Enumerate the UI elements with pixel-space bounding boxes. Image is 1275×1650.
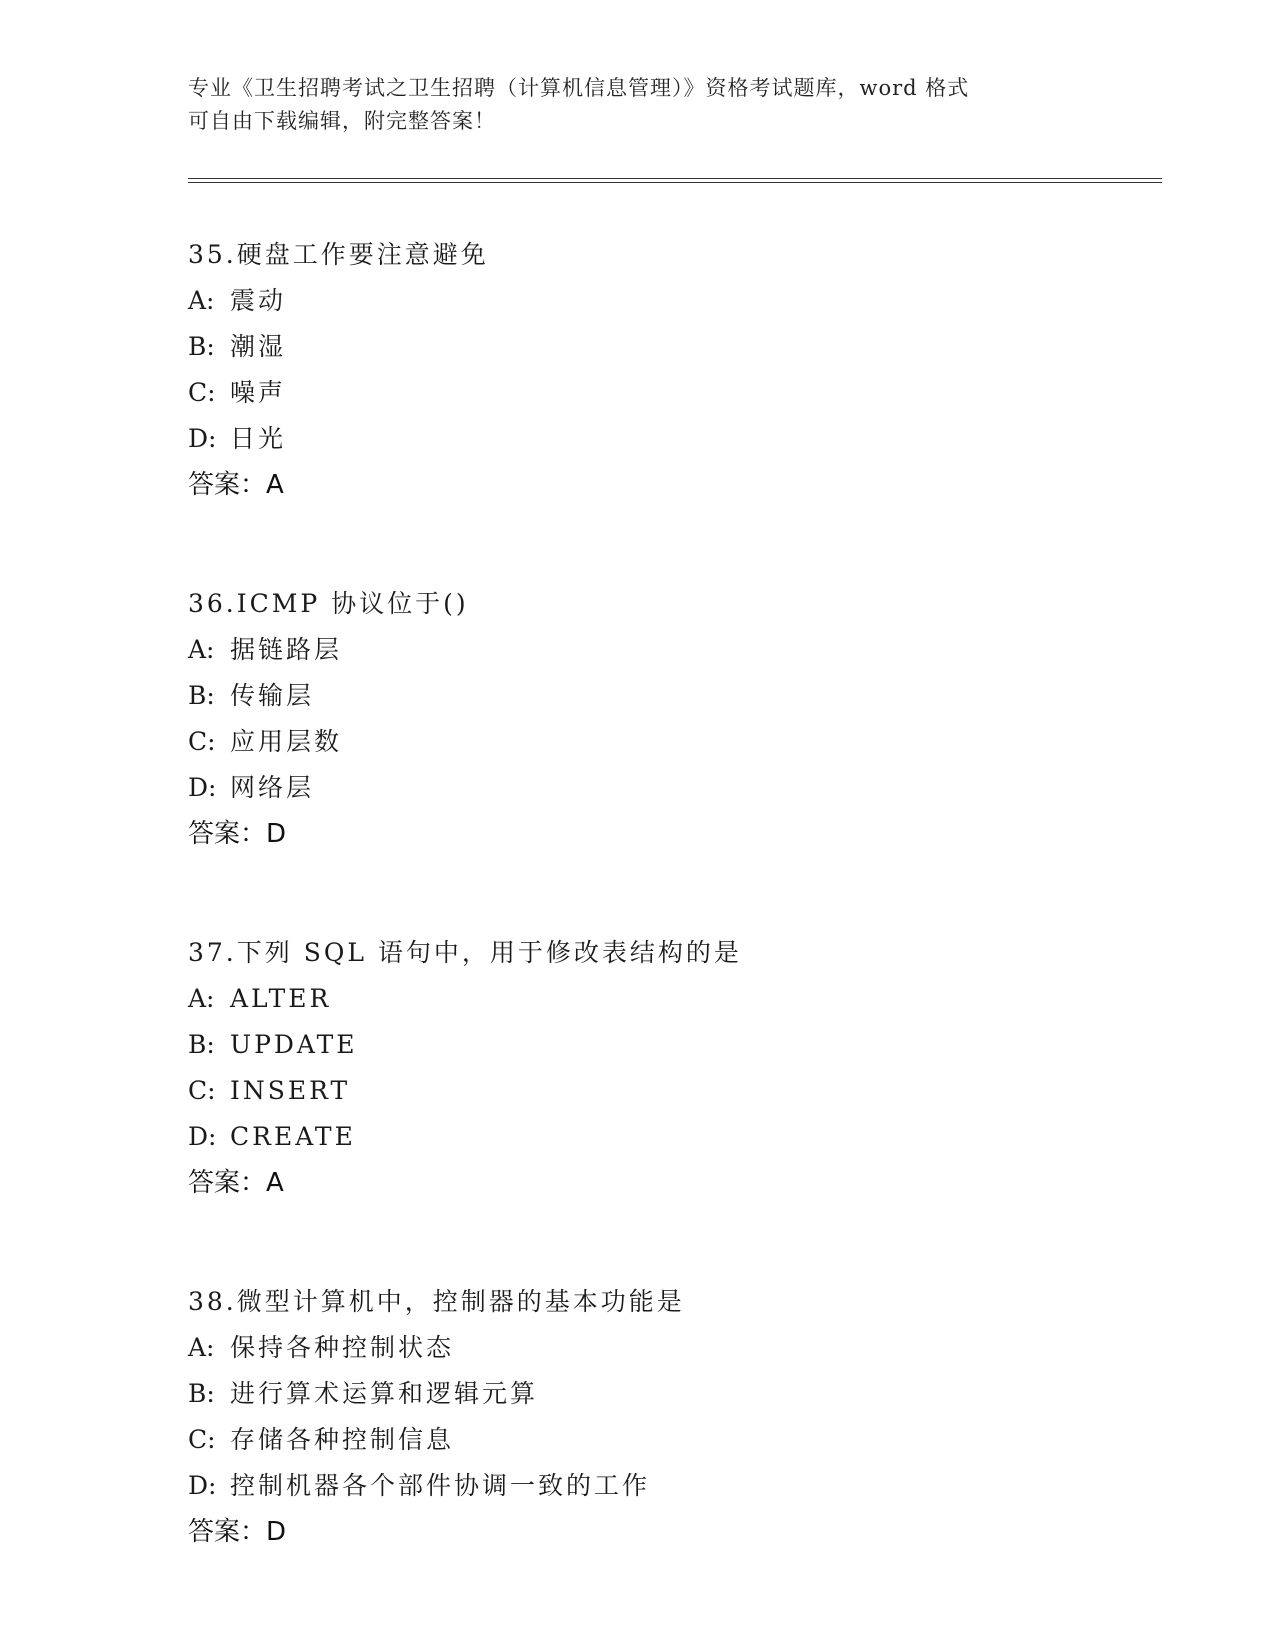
- question-stem: 38.微型计算机中，控制器的基本功能是: [188, 1287, 685, 1316]
- option-a: [188, 278, 1162, 324]
- option-key: C:: [188, 1425, 216, 1454]
- option-key: C:: [188, 378, 216, 407]
- option-b: [188, 673, 1162, 719]
- option-text: CREATE: [230, 1122, 356, 1151]
- question-36: [188, 581, 1162, 857]
- option-text: 网络层: [230, 773, 315, 802]
- option-key: A:: [188, 1333, 215, 1362]
- option-text: 传输层: [230, 681, 315, 710]
- header-double-rule: [188, 178, 1162, 183]
- question-37: [188, 930, 1162, 1206]
- option-key: D:: [188, 773, 217, 802]
- question-stem: 37.下列 SQL 语句中，用于修改表结构的是: [188, 938, 742, 967]
- question-35: [188, 232, 1162, 508]
- option-a: [188, 1325, 1162, 1371]
- option-text: 震动: [230, 286, 287, 315]
- option-key: B:: [188, 1030, 215, 1059]
- option-a: [188, 627, 1162, 673]
- option-key: B:: [188, 332, 215, 361]
- option-b: [188, 1022, 1162, 1068]
- option-key: A:: [188, 286, 215, 315]
- option-key: B:: [188, 1379, 215, 1408]
- option-key: D:: [188, 1471, 217, 1500]
- option-text: 控制机器各个部件协调一致的工作: [230, 1471, 651, 1500]
- option-key: A:: [188, 635, 215, 664]
- option-key: C:: [188, 727, 216, 756]
- option-text: 保持各种控制状态: [230, 1333, 455, 1362]
- option-text: 潮湿: [230, 332, 287, 361]
- header-line-1: 专业《卫生招聘考试之卫生招聘（计算机信息管理）》资格考试题库，word 格式: [188, 76, 970, 100]
- option-key: B:: [188, 681, 215, 710]
- option-key: C:: [188, 1076, 216, 1105]
- option-a: [188, 976, 1162, 1022]
- option-d: [188, 1463, 1162, 1509]
- option-text: INSERT: [230, 1076, 351, 1105]
- option-text: ALTER: [230, 984, 332, 1013]
- option-c: [188, 719, 1162, 765]
- question-stem: 35.硬盘工作要注意避免: [188, 240, 489, 269]
- option-text: 存储各种控制信息: [230, 1425, 455, 1454]
- option-c: [188, 1068, 1162, 1114]
- option-d: [188, 416, 1162, 462]
- question-stem: 36.ICMP 协议位于(): [188, 589, 469, 618]
- option-text: 日光: [230, 424, 287, 453]
- document-header: [188, 72, 1088, 138]
- question-38: [188, 1279, 1162, 1555]
- option-text: 应用层数: [230, 727, 343, 756]
- option-d: [188, 765, 1162, 811]
- option-c: [188, 370, 1162, 416]
- option-c: [188, 1417, 1162, 1463]
- option-b: [188, 324, 1162, 370]
- answer-line: 答案：D: [188, 819, 287, 849]
- option-text: 噪声: [230, 378, 287, 407]
- header-line-2: 可自由下载编辑，附完整答案！: [188, 109, 496, 133]
- option-text: 进行算术运算和逻辑元算: [230, 1379, 539, 1408]
- option-key: A:: [188, 984, 215, 1013]
- option-text: UPDATE: [230, 1030, 358, 1059]
- option-b: [188, 1371, 1162, 1417]
- answer-line: 答案：A: [188, 470, 284, 500]
- option-key: D:: [188, 1122, 217, 1151]
- option-key: D:: [188, 424, 217, 453]
- question-list: [188, 232, 1162, 1628]
- option-text: 据链路层: [230, 635, 343, 664]
- answer-line: 答案：D: [188, 1517, 287, 1547]
- option-d: [188, 1114, 1162, 1160]
- answer-line: 答案：A: [188, 1168, 284, 1198]
